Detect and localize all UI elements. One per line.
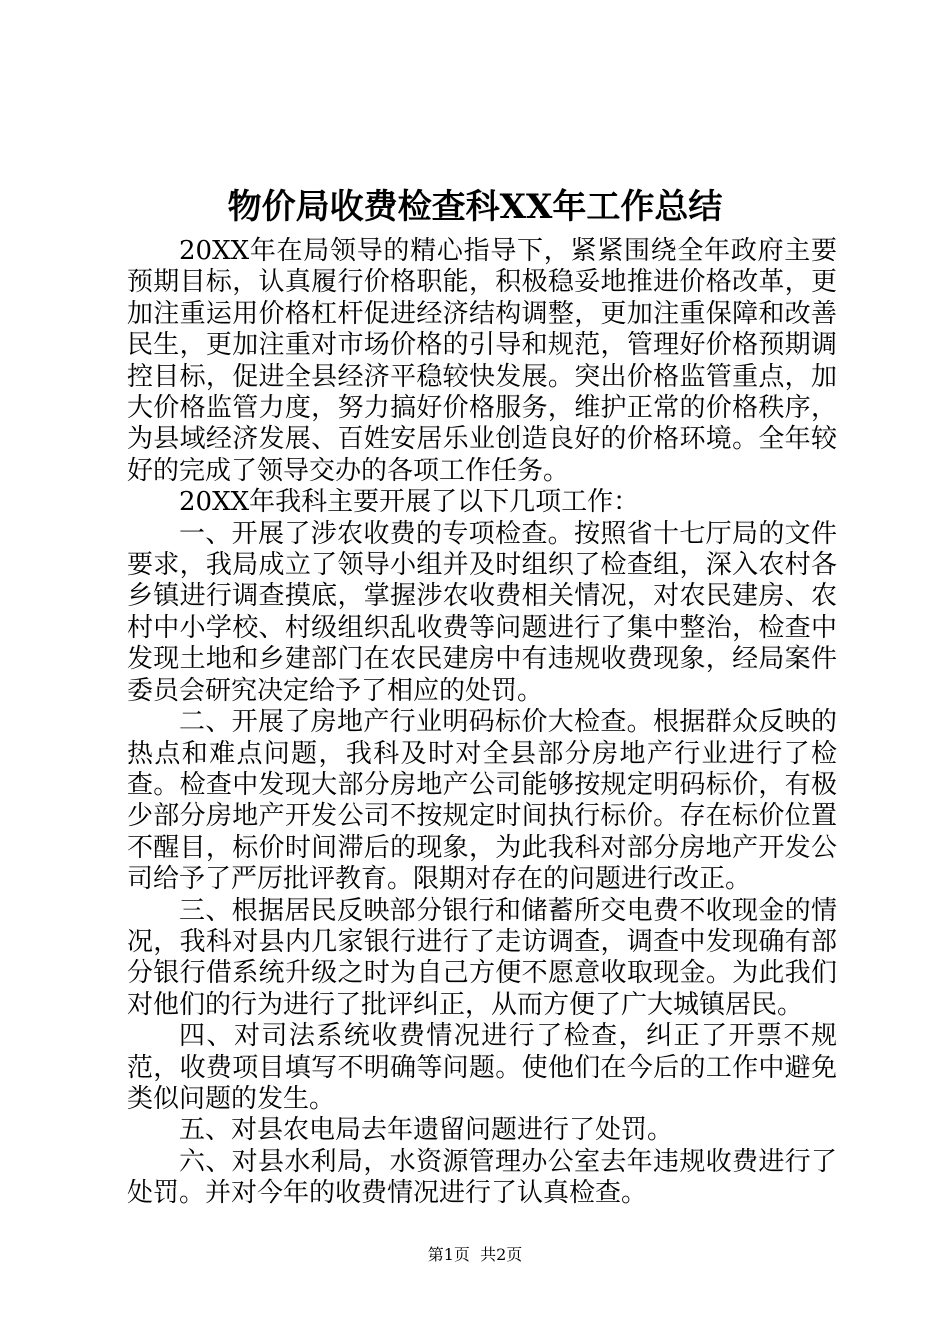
paragraph-item-6: 六、对县水利局，水资源管理办公室去年违规收费进行了处罚。并对今年的收费情况进行了认真检查。 [127,1146,837,1209]
paragraph-item-4: 四、对司法系统收费情况进行了检查，纠正了开票不规范，收费项目填写不明确等问题。使他们在今后的工作中避免类似问题的发生。 [127,1021,837,1114]
paragraph-item-2: 二、开展了房地产行业明码标价大检查。根据群众反映的热点和难点问题，我科及时对全县部分房地产行业进行了检查。检查中发现大部分房地产公司能够按规定明码标价，有极少部分房地产开发公司不按规定时间执行标价。存在标价位置不醒目，标价时间滞后的现象，为此我科对部分房地产开发公司给予了严厉批评教育。限期对存在的问题进行改正。 [127,707,837,895]
page-footer [0,1244,950,1266]
document-body [127,236,837,1210]
page-number: 第1页 [427,1245,470,1264]
paragraph-item-5: 五、对县农电局去年遗留问题进行了处罚。 [179,1115,674,1146]
document-title: 物价局收费检查科XX年工作总结 [227,187,723,227]
paragraph-item-3: 三、根据居民反映部分银行和储蓄所交电费不收现金的情况，我科对县内几家银行进行了走访调查，调查中发现确有部分银行借系统升级之时为自己方便不愿意收取现金。为此我们对他们的行为进行了批评纠正，从而方便了广大城镇居民。 [127,895,837,1020]
footer-separator [470,1245,480,1264]
paragraph-overview: 20XX年我科主要开展了以下几项工作： [179,487,640,518]
page-total: 共2页 [480,1245,523,1264]
paragraph-item-1: 一、开展了涉农收费的专项检查。按照省十七厅局的文件要求，我局成立了领导小组并及时组织了检查组，深入农村各乡镇进行调查摸底，掌握涉农收费相关情况，对农民建房、农村中小学校、村级组织乱收费等问题进行了集中整治，检查中发现土地和乡建部门在农民建房中有违规收费现象，经局案件委员会研究决定给予了相应的处罚。 [127,518,837,706]
paragraph-intro: 20XX年在局领导的精心指导下，紧紧围绕全年政府主要预期目标，认真履行价格职能，积极稳妥地推进价格改革，更加注重运用价格杠杆促进经济结构调整，更加注重保障和改善民生，更加注重对市场价格的引导和规范，管理好价格预期调控目标，促进全县经济平稳较快发展。突出价格监管重点，加大价格监管力度，努力搞好价格服务，维护正常的价格秩序，为县域经济发展、百姓安居乐业创造良好的价格环境。全年较好的完成了领导交办的各项工作任务。 [127,236,837,486]
